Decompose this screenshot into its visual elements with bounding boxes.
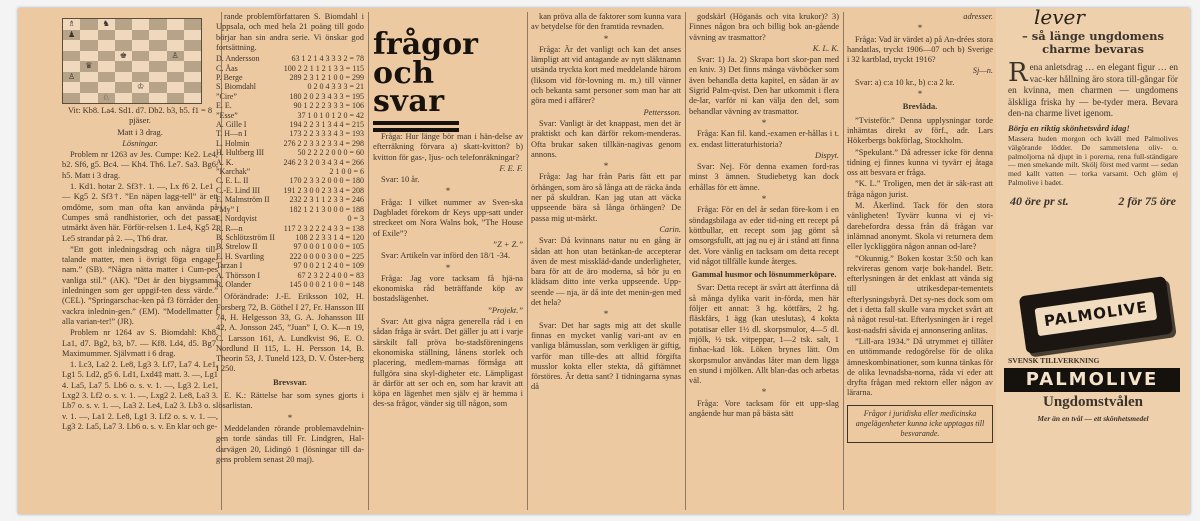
column-qa-3	[689, 12, 839, 510]
solver-name: B. Schlötzström II	[216, 232, 275, 242]
chess-square	[80, 19, 97, 30]
title-rule	[373, 121, 463, 132]
chess-square	[80, 61, 97, 72]
chess-square	[63, 93, 80, 104]
qa-paragraph: Fråga: Hur länge bör man i hän-delse av efterräkning förvara a) skatt-kvitton? b) kvitton för gas-, ljus- och telefonräkningar?	[373, 132, 523, 162]
solution-paragraph: 1. Lc3, La2 2. Le8, Lg3 3. Lf7, La7 4. Le1, Lg1 5. Ld2, g5 6. Ld1, Lxd4‡ matt. 3. —, Lg1 4. La5, La7 5. Lb6 o. s. v. 1. —, Lg3 2. Le1, Lxg2 3. Lf2 o. s. v. 1. —, Lxg2 2. Le8, La3 3. Lb7 o. s. v. 1. —, La3 2. Le4, La2 3. Lb3 o. s. v. 1. —, La1 2. Le8, Lg1 3. Lf2 o. s. v. 1. —, Lg3 2. La5, La7 3. Lb6 o. s. v. En klar och ge-	[62, 360, 218, 431]
solver-points: 37 1 0 1 0 1 2 0 = 42	[297, 110, 364, 120]
chess-square	[167, 30, 184, 41]
solver-points: 63 1 2 1 4 3 3 3 2 = 78	[291, 54, 364, 64]
column-qa-1	[373, 132, 523, 510]
table-row	[216, 233, 364, 242]
solver-points: 222 0 0 0 0 3 0 0 = 225	[289, 251, 364, 261]
column-divider	[368, 12, 369, 510]
chess-square	[80, 40, 97, 51]
chess-square	[184, 72, 201, 83]
table-row	[216, 252, 364, 261]
table-row	[216, 64, 364, 73]
column-chess	[62, 106, 218, 510]
chess-square	[98, 51, 115, 62]
solver-points: 145 0 0 0 2 1 0 0 = 148	[289, 279, 364, 289]
chess-square	[167, 82, 184, 93]
results-table	[216, 54, 364, 289]
solver-name: ”Esse”	[216, 110, 238, 120]
chess-square	[132, 82, 149, 93]
solver-name: D. Andersson	[216, 54, 260, 64]
table-row	[216, 82, 364, 91]
table-row	[216, 214, 364, 223]
chess-square	[132, 72, 149, 83]
soap-label: PALMOLIVE	[1034, 292, 1157, 336]
chess-square	[184, 30, 201, 41]
solver-points: 191 2 3 0 0 2 3 3 4 = 208	[283, 185, 364, 195]
chess-square	[63, 72, 80, 83]
chess-square	[132, 40, 149, 51]
solver-points: 108 2 2 3 3 1 4 = 120	[295, 232, 364, 242]
notice-box: Frågor i juridiska eller medicinska angelägenheter kunna icke upptagas till besvarande.	[847, 405, 993, 443]
chess-square	[167, 93, 184, 104]
separator-star: *	[761, 117, 767, 128]
ad-origin: SVENSK TILLVERKNING	[1008, 356, 1100, 365]
results-intro: rande problemförfattaren S. Biomdahl i Uppsala, och med hela 21 poäng till godo börjar han sin andra serie. Vi önskar god fortsättning.	[216, 12, 364, 52]
separator-star: *	[917, 23, 923, 34]
ad-headline: lever	[1034, 8, 1085, 29]
chess-square	[80, 30, 97, 41]
table-row	[216, 101, 364, 110]
solver-points: 67 2 3 2 2 4 0 0 = 83	[297, 270, 364, 280]
chess-square	[80, 72, 97, 83]
palmolive-ad	[996, 8, 1190, 514]
solver-points: 182 1 2 1 3 0 0 0 = 188	[289, 204, 364, 214]
mail-item: E. K.: Rättelse har som synes gjorts i lösarlistan.	[216, 391, 364, 411]
section-heading: Gammal husmor och lösnummerköpare.	[691, 270, 837, 280]
ad-price	[996, 188, 1190, 209]
signature: F. E. F.	[499, 163, 523, 173]
newspaper-clipping	[18, 8, 1190, 514]
solver-points: 289 2 3 1 2 1 0 0 = 299	[289, 73, 364, 82]
chess-square	[80, 82, 97, 93]
solver-name: C. E. L. II	[216, 176, 249, 186]
ad-tagline: Börja en riktig skönhetsvård idag!	[1008, 122, 1130, 133]
chess-square	[63, 61, 80, 72]
chess-square	[184, 40, 201, 51]
qa-paragraph: Fråga: I vilket nummer av Sven-ska Dagbladet förekom dr Keys upp-satt under streckeet om Nora Walns bok, ”The House of Exile”?	[373, 197, 523, 238]
solver-name: C. Åas	[216, 63, 238, 73]
solver-points: 180 2 0 2 3 4 3 3 = 195	[289, 91, 364, 101]
solver-name: ”Karchak”	[216, 167, 251, 177]
qa-paragraph: godskärl (Höganäs och vita krukor)? 3) Finnes någon bra och billig bok an-gående vävning av trasmattor?	[689, 12, 839, 42]
chess-square	[80, 93, 97, 104]
chess-piece-icon: ♗	[68, 19, 76, 28]
chess-square	[149, 30, 166, 41]
qa-paragraph: Fråga: Vore tacksam för ett upp-slag angående hur man på bästa sätt	[689, 398, 839, 418]
title-line-2: och svar	[373, 56, 445, 119]
chess-mate: Matt i 3 drag.	[117, 127, 163, 137]
table-row	[216, 73, 364, 82]
signature: ”Z + Z.”	[492, 239, 523, 249]
solver-points: 2 1 0 0 = 6	[329, 167, 364, 177]
column-qa-2	[531, 12, 681, 510]
column-results	[216, 12, 364, 510]
chess-square	[98, 93, 115, 104]
qa-paragraph: Svar: Vanligt är det knappast, men det är praktiskt och kan därför rekom-menderas. Ofta brukar saken tillkän-nagivas genom annons.	[531, 118, 681, 159]
solver-points: 0 2 0 4 3 3 3 = 21	[307, 82, 364, 92]
chess-piece-icon: ♛	[85, 61, 93, 70]
qa-paragraph: Svar: Artikeln var införd den 18/1 -34.	[381, 251, 511, 261]
solver-name: B. Strelow II	[216, 242, 258, 252]
chess-square	[80, 51, 97, 62]
solutions-heading: Lösningar.	[122, 138, 158, 148]
qa-paragraph: ”Okunnig.” Boken kostar 3:50 och kan rekvireras genom varje bok-handel. Betr. efterlysningen är det enklast att vända sig till utrikesdepar-tementets efterlysningsbyrå. Det sy-nes dock som om det i detta fall skulle vara mycket svårt att nå något resul-tat. Efterlysningen är i regel kost-nadsfri såvida ej annonsering anlitas.	[847, 253, 993, 335]
qa-paragraph: kan pröva alla de faktorer som kunna vara av betydelse för den framtida revnaden.	[531, 12, 681, 32]
solver-name: ”My” I	[216, 204, 239, 214]
separator-star: *	[445, 186, 451, 197]
solver-points: 194 2 2 3 1 3 4 4 = 215	[289, 120, 364, 130]
qa-paragraph: Fråga: Jag har från Paris fått ett par örhängen, som äro så långa att de räcka ända ner på skuldran. Kan jag utan att väcka uppseende bära så långa örhängen? De passa mig ut-märkt.	[531, 172, 681, 223]
qa-paragraph: Svar: Detta recept är svårt att återfinna då så många dylika varit in-förda, men här följer ett annat: 3 hg. köttfärs, 2 hg. fläskfärs, 1 ägg (kan uteslutas), 4 kokta potatisar eller 1½ dl. skorpsmulor, 4—5 dl. mjölk, ½ tsk. vitpeppar, 1—2 tsk. salt, 1 finhac-kad lök. Löken brynes lätt. Om skorpsmulor användas låter man dem ligga en stund i mjölken. Allt blan-das och arbetas väl.	[689, 283, 839, 386]
table-row	[216, 205, 364, 214]
solver-points: 90 1 2 2 2 3 3 3 = 106	[293, 101, 364, 111]
chess-piece-icon: ♚	[119, 50, 127, 60]
signature: ”Projekt.”	[487, 305, 523, 315]
solver-name: E. Malmström II	[216, 195, 270, 205]
chess-square	[132, 61, 149, 72]
chess-square	[184, 82, 201, 93]
ad-brand: PALMOLIVE	[1004, 368, 1180, 392]
table-row	[216, 111, 364, 120]
table-row	[216, 129, 364, 138]
qa-paragraph: ”K. L.” Troligen, men det är säk-rast att fråga någon jurist.	[847, 179, 993, 199]
chess-square	[115, 30, 132, 41]
column-qa-4	[847, 12, 993, 510]
chess-square	[184, 51, 201, 62]
signature: Carin.	[659, 224, 681, 234]
mail-item: Meddelanden rörande problemavdelnin-gen torde sändas till Fr. Lindgren, Hal-darvägen 20, Lidingö 1 (lösningar till da-gens problem senast 20 maj).	[216, 423, 364, 464]
chess-square	[115, 61, 132, 72]
chess-square	[98, 72, 115, 83]
chess-square	[167, 61, 184, 72]
chess-piece-icon: ♙	[171, 50, 179, 60]
table-row	[216, 158, 364, 167]
table-row	[216, 148, 364, 157]
ad-subtitle: – så länge ungdomens charme bevaras	[1021, 29, 1165, 56]
qa-paragraph: M. Åkerlind. Tack för den stora vänligheten! Tyvärr kunna vi ej vi-darebefordra dessa från då frågan var inlämnad anonymt. Skola vi returnera dem eller lyckliggöra någon annan od-lare?	[847, 201, 993, 252]
chess-square	[184, 19, 201, 30]
signature: Dispyt.	[815, 150, 839, 160]
chess-square	[132, 19, 149, 30]
qa-paragraph: Fråga: Kan fil. kand.-examen er-hållas i t. ex. endast litteraturhistoria?	[689, 129, 839, 149]
table-row	[216, 54, 364, 63]
signature: adresser.	[963, 12, 993, 21]
qa-paragraph: Svar: a) c:a 10 kr., b) c:a 2 kr.	[855, 77, 955, 87]
table-row	[216, 195, 364, 204]
chess-square	[184, 93, 201, 104]
qa-paragraph: Svar: Då kvinnans natur nu en gång är sådan att hon utan betänkan-de accepterar även de mest misskläd-dande underligheter, bara för att de äro moderna, så bör ju en klädsam ditto inte verka uppseende. Upp-seende — nja, är då inte det menin-gen med det hela?	[531, 236, 681, 308]
ad-motto: Mer än en tvål — ett skönhetsmedel	[1037, 414, 1149, 423]
solver-name: A. Gille I	[216, 120, 247, 130]
separator-star: *	[445, 262, 451, 273]
qa-paragraph: Svar: Nej. För denna examen ford-ras minst 3 ämnen. Studiebetyg kan dock erhållas för ett ämne.	[689, 162, 839, 192]
solver-name: E. H. Svartling	[216, 251, 264, 261]
separator-star: *	[917, 89, 923, 100]
qa-paragraph: Fråga: Vad är värdet a) på An-drées stora handatlas, tryckt 1906—07 och b) Sverige i 32 kartblad, tryckt 1916?	[847, 34, 993, 65]
solver-name: R. R—n	[216, 223, 243, 233]
chess-piece-icon: ♘	[102, 92, 110, 102]
column-divider	[685, 12, 686, 510]
solver-name: Tarzan I	[216, 261, 243, 271]
signature: K. L. K.	[812, 43, 839, 53]
solvers-list: Oförändrade: J.-E. Eriksson 102, H. Forsberg 72, B. Göthel I 27, Fr. Hansson III 74, H. Helgesson 33, G. A. Johansson III 42, A. Jonsson 245, ”Juan” I, O. K—n 19, C. Larsson 161, A. Lundkvist 96, E. O. Nordlund II 115, L. H. Persson 14, B. Theorin 53, J. Tuneld 123, D. V. Öster-berg I 250.	[216, 292, 364, 374]
chess-square	[149, 40, 166, 51]
qa-paragraph: Svar: 1) Ja. 2) Skrapa bort skor-pan med en kniv. 3) Det finns många vävböcker som även behandla detta kapitel, en sådan är av Sigrid Palm-qvist. Den har utkommit i flera de-lar, varför ni kan välja den del, som behandlar vävning av trasmattor.	[689, 55, 839, 116]
chess-square	[115, 51, 132, 62]
ad-product: Ungdomstvålen	[1042, 394, 1143, 410]
chess-piece-icon: ♞	[102, 19, 110, 28]
solver-name: T. H—n I	[216, 129, 247, 139]
column-divider	[527, 12, 528, 510]
chess-square	[167, 40, 184, 51]
chess-square	[149, 51, 166, 62]
chess-piece-icon: ♙	[68, 71, 76, 81]
chess-square	[115, 93, 132, 104]
solver-name: S. Biomdahl	[216, 82, 257, 92]
solver-name: H. Hultberg III	[216, 148, 265, 158]
signature: Pettersson.	[643, 107, 681, 117]
solver-points: 276 2 2 3 3 2 3 3 4 = 298	[283, 138, 364, 148]
soap-bar-illustration	[1019, 276, 1174, 354]
solution-paragraph: Problem nr 1264 av S. Biomdahl: Kh8. La1, d7. Bg2, b3, b7. — Kf8. Ld4, d5. Bg7. Maximummer. Självmatt i 6 drag.	[62, 328, 218, 358]
solver-name: E. E.	[216, 101, 232, 111]
table-row	[216, 242, 364, 251]
table-row	[216, 224, 364, 233]
chess-piece-icon: ♔	[137, 82, 145, 91]
separator-star: *	[761, 194, 767, 205]
solver-name: ”Cire”	[216, 91, 237, 101]
chess-square	[132, 51, 149, 62]
chess-square	[149, 61, 166, 72]
separator-star: *	[287, 412, 293, 423]
qa-paragraph: Fråga: För en del år sedan före-kom i en söndagsbilaga av eder tid-ning ett recept på köttbullar, ett recept som jag gömt så omsorgsfullt, att jag nu ej är i stånd att finna det. Vore vänlig en tacksam om detta recept vid något tillfälle kunde återges.	[689, 205, 839, 266]
mail-heading: Brevsvar.	[273, 377, 307, 387]
chess-square	[184, 61, 201, 72]
chess-square	[98, 61, 115, 72]
solver-points: 117 2 3 2 2 2 4 3 3 = 138	[283, 223, 364, 233]
chess-square	[98, 40, 115, 51]
chess-square	[167, 19, 184, 30]
separator-star: *	[603, 33, 609, 44]
chess-square	[115, 19, 132, 30]
solver-points: 173 2 2 3 3 3 4 3 = 193	[289, 129, 364, 139]
solver-points: 170 2 3 3 2 0 0 0 = 180	[289, 176, 364, 186]
chess-square	[115, 40, 132, 51]
chess-square	[149, 82, 166, 93]
title-line-1: frågor	[373, 27, 478, 62]
solver-name: E. Nordqvist	[216, 214, 257, 224]
solver-name: P. Berge	[216, 73, 243, 82]
separator-star: *	[761, 387, 767, 398]
solution-paragraph: Problem nr 1263 av Jes. Cumpe: Ke2. Le4, b2. Sf6, g5. Bc4. — Kh4. Th6. Le7. Sa3. Bg6, h5. Matt i 3 drag.	[62, 150, 218, 180]
price-single: 40 öre pr st.	[1010, 193, 1069, 208]
chess-square	[63, 40, 80, 51]
solution-paragraph: 1. Kd1. hotar 2. Sf3†. 1. —, Lx f6 2. Le1 . — Kg5 2. Sf3†. ”En näpen lagg-tell” är ett omdöme, som man ofta kan använda på Cumpes små randhistorier, och det passar utmärkt även här. Förför-relsen 1. Le4, Kg5 2. Le5 strandar på 2. —, Th6 drar.	[62, 182, 218, 243]
qa-paragraph: Svar: Det har sagts mig att det skulle finnas en mycket vanlig vari-ant av en vanliga blåmusslan, som verkligen är giftig, varför man tille-des att alltid förgifta musslor kokta eller stekta, då giftämnet förstöres. Är detta sant? I tidningarna synas då	[531, 320, 681, 392]
qa-paragraph: Svar: Att giva några generella råd i en sådan fråga är svårt. Det gäller ju att i varje särskilt fall pröva bo-stadsföreningens ekonomiska ställning, lånens storlek och placering, medlem-marnas förmåga att fullgöra sina skyl-digheter etc. Lämpligast är därför att ser och en, som har kravit att köpa en lägenhet men själv ej är hemma i des-sa frågor, vänder sig till någon, som	[373, 317, 523, 409]
solver-points: 246 2 3 2 0 3 4 3 4 = 266	[283, 157, 364, 167]
chess-square	[149, 19, 166, 30]
table-row	[216, 167, 364, 176]
solver-name: C.-E. Lind III	[216, 185, 260, 195]
solver-name: A. Thörsson I	[216, 270, 261, 280]
solver-points: 50 2 2 2 2 0 0 0 = 60	[297, 148, 364, 158]
solver-points: 232 2 3 1 1 2 3 3 = 246	[289, 195, 364, 205]
solver-points: 97 0 0 2 1 2 4 0 = 109	[293, 261, 364, 271]
chess-caption: Vit: Kb8. La4. Sd1. d7. Db2. b3, b5. f1 = 8 pjäser.	[67, 106, 213, 126]
section-title	[373, 27, 478, 135]
qa-paragraph: ”Lill-ara 1934.” Då utrymmet ej tillåter en uttömmande redogörelse för de olika ämneskombinationer, som kunna tänkas för de olika levnadsba-norna, råda vi eder att dryfta frågan med rektorn eller någon av lärarna.	[847, 336, 993, 398]
chess-square	[149, 93, 166, 104]
table-row	[216, 176, 364, 185]
solver-points: 100 2 2 1 1 2 1 3 3 = 115	[283, 63, 364, 73]
chess-square	[167, 72, 184, 83]
separator-star: *	[603, 309, 609, 320]
section-heading: Brevlåda.	[902, 102, 938, 112]
table-row	[216, 186, 364, 195]
chess-square	[98, 19, 115, 30]
chess-piece-icon: ♟	[68, 29, 76, 39]
table-row	[216, 261, 364, 270]
chess-square	[167, 51, 184, 62]
chess-square	[132, 30, 149, 41]
signature: Sj—n.	[972, 66, 993, 76]
qa-paragraph: Fråga: Är det vanligt och kan det anses lämpligt att vid antagande av nytt släktnamn utsända tryckta kort med meddelande härom (liksom vid för-lovning m. m.) till vänner och bekanta samt personer som man har att göra med i affärer?	[531, 44, 681, 106]
solver-points: 97 0 0 0 1 0 0 0 = 105	[293, 242, 364, 252]
qa-paragraph: Fråga: Jag vore tacksam få hjä-na ekonomiska råd beträffande köp av bostadslägenhet.	[373, 273, 523, 304]
table-row	[216, 271, 364, 280]
chess-square	[63, 30, 80, 41]
chess-diagram	[62, 18, 202, 104]
separator-star: *	[603, 161, 609, 172]
chess-square	[98, 82, 115, 93]
solver-name: A. K.	[216, 157, 234, 167]
chess-square	[132, 93, 149, 104]
ad-dropcap: R	[1008, 58, 1028, 88]
solution-paragraph: ”Ett gott inledningsdrag och några till-talande matter, men i övrigt föga engage-nam.” (SB). ”Några nätta matter i Cum-pes vanliga stil.” (AK). ”Det är den biygsamma inledningen som ger uppgif-ten dess värde.” (CEL). ”Springarschac-ken på f3 förråder den vackra inlednin-gen.” (EM). ”Modellmatter i alla varian-ter!” (JR).	[62, 244, 218, 326]
chess-square	[115, 72, 132, 83]
qa-paragraph: ”Tvisteför.” Denna upplysningar torde inhämtas direkt av förf., adr. Lars Hökerbergs bokförlag, Stockholm.	[847, 115, 993, 146]
chess-square	[63, 82, 80, 93]
table-row	[216, 92, 364, 101]
table-row	[216, 280, 364, 289]
column-divider	[843, 12, 844, 510]
solver-name: R. Olander	[216, 279, 252, 289]
qa-paragraph: Svar: 10 år.	[381, 175, 420, 185]
chess-square	[149, 72, 166, 83]
ad-instructions: Massera huden morgon och kväll med Palmolives välgörande lödder. De sammetslena oliv- o. palmoljorna nå djupt in i porerna, rena full-ständigare — men smekande milt. Skölj först med varmt — sedan med kallt vatten — torka varsamt. Och glöm ej Palmolive i badet.	[1008, 133, 1178, 187]
solver-name: L. Holmin	[216, 138, 250, 148]
table-row	[216, 120, 364, 129]
ad-body	[996, 56, 1190, 120]
table-row	[216, 139, 364, 148]
ad-body-text: Rena anletsdrag … en elegant figur … en vac-ker hållning äro stora till-gångar för en kvinna, men charmen — ungdomens älskliga friska hy — be-tyder mera. Bevara den-na charme livet igenom.	[1008, 58, 1178, 119]
price-double: 2 för 75 öre	[1118, 193, 1176, 208]
chess-square	[63, 51, 80, 62]
chess-square	[98, 30, 115, 41]
solver-points: 0 = 3	[347, 214, 364, 224]
chess-square	[63, 19, 80, 30]
chess-square	[115, 82, 132, 93]
qa-paragraph: ”Spekulant.” Då adresser icke för denna tidning ej finnes kunna vi tyvärr ej åtaga oss att besvara er fråga.	[847, 147, 993, 178]
